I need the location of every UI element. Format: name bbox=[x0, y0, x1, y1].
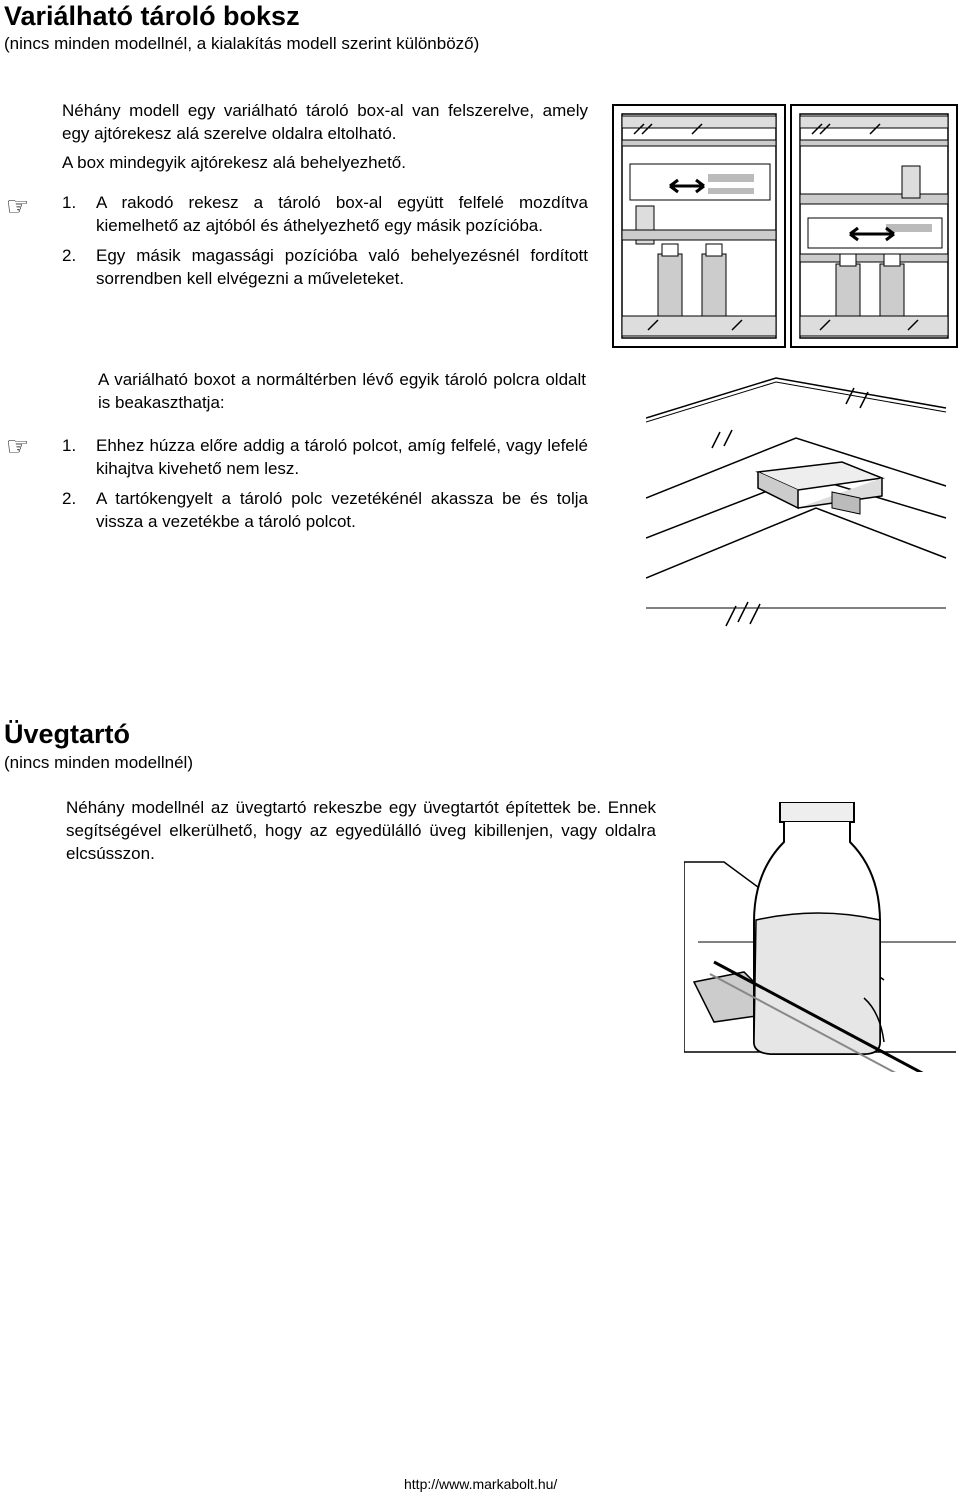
intro2-paragraph: A variálható boxot a normáltérben lévő egyik tároló polcra oldalt is beakaszthatja: bbox=[98, 370, 586, 412]
pointing-hand-icon: ☞ bbox=[6, 191, 30, 221]
step-number: 1. bbox=[62, 436, 77, 455]
shelf-box-illustration bbox=[646, 368, 956, 630]
step-text: Ehhez húzza előre addig a tároló polcot, amíg felfelé, vagy lefelé kihajtva kivehető nem lesz. bbox=[96, 436, 588, 478]
list-item bbox=[62, 434, 588, 480]
step-number: 1. bbox=[62, 193, 77, 212]
section-subtitle-bottle-holder: (nincs minden modellnél) bbox=[4, 753, 193, 772]
fridge-door-illustration-1 bbox=[612, 104, 786, 348]
step-text: Egy másik magassági pozícióba való behelyezésnél fordított sorrendben kell elvégezni a műveleteket. bbox=[96, 246, 588, 288]
step-text: A tartókengyelt a tároló polc vezetékénél akassza be és tolja vissza a vezetékbe a tároló polcot. bbox=[96, 489, 588, 531]
pointing-hand-icon: ☞ bbox=[6, 431, 30, 461]
bottle-holder-paragraph: Néhány modellnél az üvegtartó rekeszbe egy üvegtartót építettek be. Ennek segítségével elkerülhető, hogy az egyedülálló üveg kibillenjen, vagy oldalra elcsússzon. bbox=[66, 798, 656, 863]
list-item bbox=[62, 191, 588, 237]
footer-url[interactable]: http://www.markabolt.hu/ bbox=[404, 1476, 558, 1492]
list-item bbox=[62, 487, 588, 533]
bottle-holder-illustration bbox=[684, 802, 956, 1072]
section-subtitle-variable-box: (nincs minden modellnél, a kialakítás modell szerint különböző) bbox=[4, 34, 480, 53]
step-text: A rakodó rekesz a tároló box-al együtt felfelé mozdítva kiemelhető az ajtóból és áthelyezhető egy másik pozícióba. bbox=[96, 193, 588, 235]
step-number: 2. bbox=[62, 246, 77, 265]
fridge-door-illustration-2 bbox=[790, 104, 958, 348]
step-number: 2. bbox=[62, 489, 77, 508]
intro-text-2: A box mindegyik ajtórekesz alá behelyezhető. bbox=[62, 153, 406, 172]
step-list-1 bbox=[62, 191, 588, 290]
step-list-2 bbox=[62, 434, 588, 533]
intro-paragraph bbox=[62, 99, 588, 174]
list-item bbox=[62, 244, 588, 290]
intro-text-1: Néhány modell egy variálható tároló box-al van felszerelve, amely egy ajtórekesz alá szerelve oldalra eltolható. bbox=[62, 101, 588, 143]
section-title-bottle-holder: Üvegtartó bbox=[4, 719, 131, 749]
section-title-variable-box: Variálható tároló boksz bbox=[4, 1, 300, 31]
